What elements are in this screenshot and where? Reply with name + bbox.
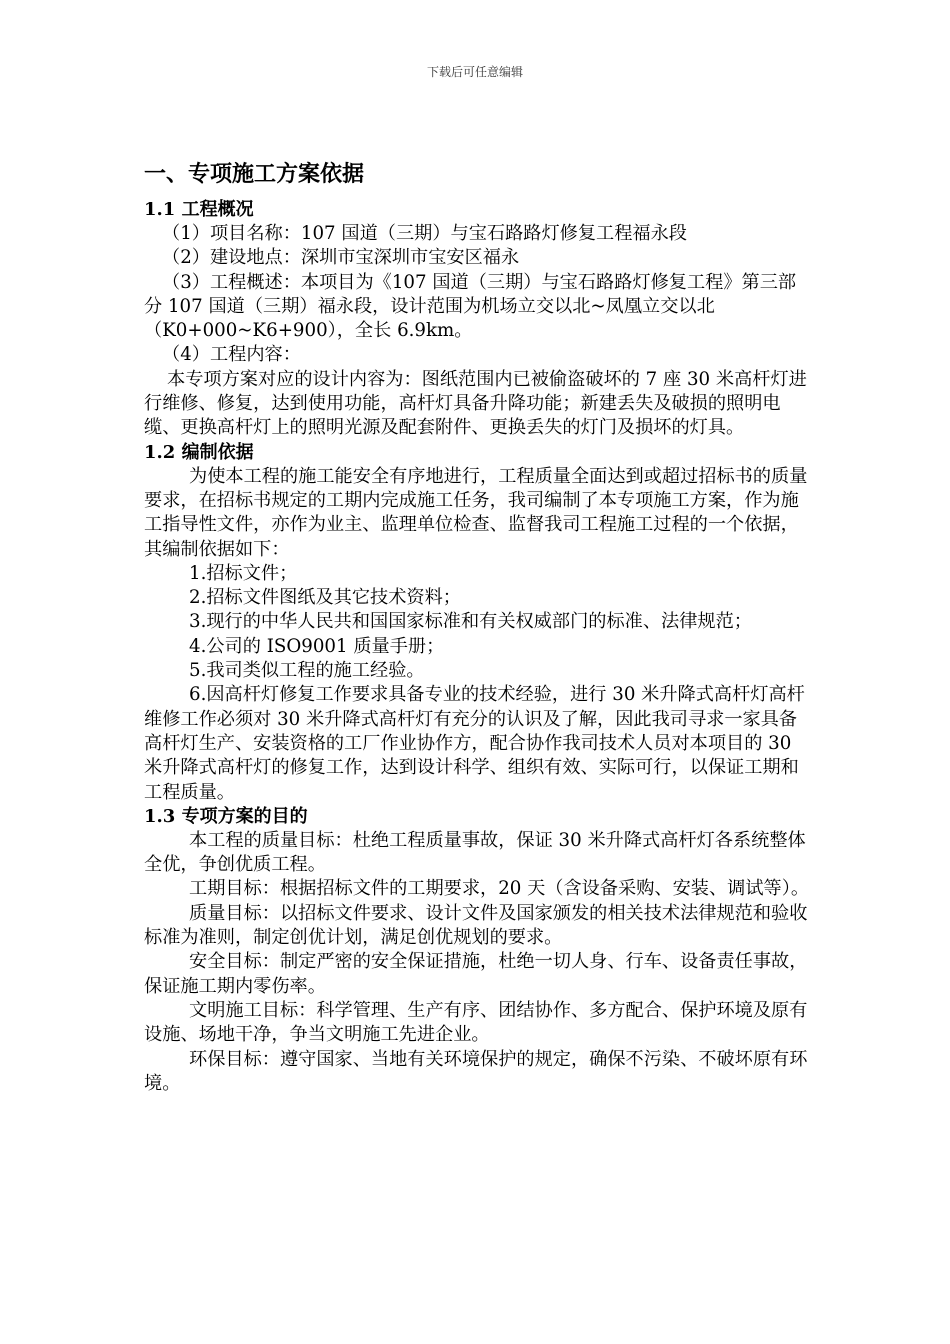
goal-paragraph-safety: 安全目标：制定严密的安全保证措施，杜绝一切人身、行车、设备责任事故，保证施工期内零伤率。	[144, 951, 808, 997]
goal-paragraph-schedule: 工期目标：根据招标文件的工期要求，20 天（含设备采购、安装、调试等）。	[189, 878, 810, 900]
subsection-heading-1-3: 1.3 专项方案的目的	[144, 805, 308, 827]
subsection-heading-1-2: 1.2 编制依据	[144, 441, 254, 463]
project-location-item: （2）建设地点：深圳市宝深圳市宝安区福永	[162, 247, 520, 269]
section-title: 一、专项施工方案依据	[144, 161, 365, 187]
basis-intro-paragraph: 为使本工程的施工能安全有序地进行，工程质量全面达到或超过招标书的质量要求，在招标书规定的工期内完成施工任务，我司编制了本专项施工方案，作为施工指导性文件，亦作为业主、监理单位检查、监督我司工程施工过程的一个依据，其编制依据如下：	[144, 465, 808, 560]
document-body	[144, 156, 814, 1096]
goal-paragraph-civilized-construction: 文明施工目标：科学管理、生产有序、团结协作、多方配合、保护环境及原有设施、场地干净，争当文明施工先进企业。	[144, 999, 808, 1046]
project-content-item: （4）工程内容：	[162, 344, 301, 366]
basis-list-item: 3.现行的中华人民共和国国家标准和有关权威部门的标准、法律规范；	[189, 611, 752, 633]
page-header-note: 下载后可任意编辑	[426, 65, 523, 79]
basis-list-item: 2.招标文件图纸及其它技术资料；	[189, 587, 461, 609]
project-name-item: （1）项目名称：107 国道（三期）与宝石路路灯修复工程福永段	[162, 223, 687, 244]
goal-paragraph-quality: 质量目标：以招标文件要求、设计文件及国家颁发的相关技术法律规范和验收标准为准则，制定创优计划，满足创优规划的要求。	[144, 902, 808, 949]
basis-list-item: 1.招标文件；	[189, 562, 298, 584]
project-content-body: 本专项方案对应的设计内容为：图纸范围内已被偷盗破坏的 7 座 30 米高杆灯进行维修、修复，达到使用功能，高杆灯具备升降功能；新建丢失及破损的照明电缆、更换高杆灯上的照明光源及配套附件、更换丢失的灯门及损坏的灯具。	[144, 368, 807, 439]
goal-paragraph-quality-overall: 本工程的质量目标：杜绝工程质量事故，保证 30 米升降式高杆灯各系统整体全优，争创优质工程。	[144, 829, 806, 876]
subsection-heading-1-1: 1.1 工程概况	[144, 199, 254, 220]
basis-list-item: 6.因高杆灯修复工作要求具备专业的技术经验，进行 30 米升降式高杆灯高杆维修工作必须对 30 米升降式高杆灯有充分的认识及了解，因此我司寻求一家具备高杆灯生产、安装资格的工厂作业协作方，配合协作我司技术人员对本项目的 30 米升降式高杆灯的修复工作，达到设计科学、组织有效、实际可行，以保证工期和工程质量。	[144, 684, 805, 803]
project-overview-item: （3）工程概述：本项目为《107 国道（三期）与宝石路路灯修复工程》第三部分 107 国道（三期）福永段，设计范围为机场立交以北~凤凰立交以北（K0+000~K6+900），全长 6.9km。	[144, 271, 797, 342]
basis-list-item: 4.公司的 ISO9001 质量手册；	[189, 635, 445, 657]
goal-paragraph-environment: 环保目标：遵守国家、当地有关环境保护的规定，确保不污染、不破坏原有环境。	[144, 1048, 808, 1094]
basis-list-item: 5.我司类似工程的施工经验。	[189, 660, 425, 682]
